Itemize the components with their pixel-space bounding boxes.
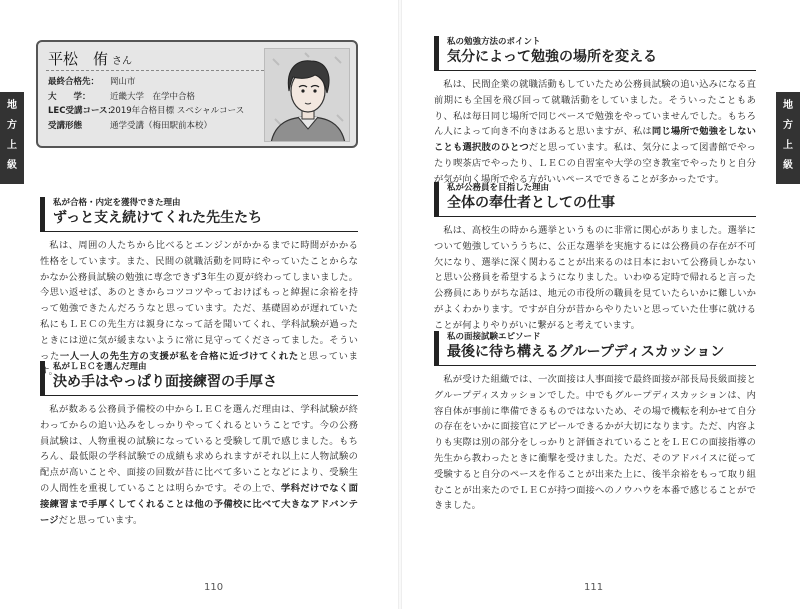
person-name: 平松 侑 [48,50,109,68]
profile-value: 2019年合格目標 スペシャルコース [110,106,245,116]
side-tab-char: 方 [7,120,17,131]
profile-key: LEC受講コース： [48,106,117,116]
page-number-left: 110 [204,582,224,593]
body-text: 私が数ある公務員予備校の中からＬＥＣを選んだ理由は、学科試験が終わってからの追い込みをしっかりやってくれるということです。今の公務員試験は、人物重視の試験になっていると受験して肌で感じました。もちろん、最低限の学科試験での成績も求められますがそれ以上に人物試験の配点が高いことや、面接の回数が昔に比べて多いことなどにより、受験生の人間性を重視していることは明らかです。その上で、 [40,404,358,494]
section-title: 気分によって勉強の場所を変える [434,48,756,71]
profile-key: 大 学： [48,91,91,102]
body-text-tail: だと思っています。私は、気分によって図書館でやったり喫茶店でやったり、ＬＥＣの自習室や大学の空き教室でやったりと自分が気が向く場所でやる方がいいペースでできることが多かったです。 [434,142,756,185]
section-body [434,77,756,188]
section-header [434,331,756,366]
section-label: 私が公務員を目指した理由 [434,182,756,194]
section-why-civil-servant [434,182,756,334]
side-tab-char: 地 [7,100,17,111]
profile-row [48,90,268,105]
section-header [434,182,756,217]
profile-details [48,75,268,133]
body-text: 私は、高校生の時から選挙というものに非常に関心がありました。選挙について勉強していううちに、公正な選挙を実施するには公務員の存在が不可欠になり、選挙に深く関わることが出来るのは日本において公務員しかないと思い公務員を希望するようになりました。いわゆる定時で帰れると言った公務員にありがちな話は、地元の市役所の職員を見ていたらいかに難しいかがよくわかります。ですが自分が昔からやりたいと思っていた仕事に就けることが何よりやりがいに繋がると考えています。 [434,225,756,331]
profile-row [48,119,268,134]
profile-row [48,104,268,119]
body-text-tail: と思っています。 [40,350,358,378]
avatar [264,48,350,142]
section-body [40,238,358,380]
section-reason-lec [40,361,358,528]
profile-row [48,75,268,90]
section-body [434,372,756,514]
profile-value: 通学受講（梅田駅前本校） [110,120,213,131]
profile-value: 近畿大学 在学中合格 [110,91,196,102]
section-title: 全体の奉仕者としての仕事 [434,194,756,217]
body-highlight: 一人一人の先生方の支援が私を合格に近づけてくれた [59,350,299,362]
section-title: ずっと支え続けてくれた先生たち [40,209,358,232]
section-title: 最後に待ち構えるグループディスカッション [434,343,756,366]
side-tab-char: 級 [7,160,17,171]
side-tab-char: 級 [783,160,793,171]
profile-value: 岡山市 [110,77,136,87]
body-text: 私は、周囲の人たちから比べるとエンジンがかかるまでに時間がかかる性格をしています。また、民間の就職活動を同時にやっていたことからなかなか公務員試験の勉強に専念できず3年生の夏が終わってしまいました。今思い返せば、あのときからコツコツやっておけばもっと綽握に余裕を持って勉強できたんだろうなと思っています。ただ、基礎固めが遅れていた私にもＬＥＣの先生方は親身になって話を聞いてくれ、学科試験が過ったときには逆に気が緩まないように常に見守ってくださってました。そういった [40,240,358,362]
section-body [40,402,358,528]
body-highlight: 同じ場所で勉強をしないことも選択肢のひとつ [434,126,756,154]
profile-card [36,40,358,148]
section-label: 私の面接試験エピソード [434,331,756,343]
profile-name [48,48,132,69]
side-tab-right [776,92,800,184]
section-label: 私の勉強方法のポイント [434,36,756,48]
section-study-method [434,36,756,188]
body-text-tail: だと思っています。 [58,514,143,526]
side-tab-left [0,92,24,184]
right-page [400,0,800,609]
section-body [434,223,756,334]
body-text: 私は、民間企業の就職活動もしていたため公務員試験の追い込みになる直前期にも全国を飛び回って就職活動をしていました。そういったこともあり、私は毎日同じ場所で同じペースで勉強をやっていませんでした。もちろん人によって向き不向きはあると思いますが、私は [434,79,756,138]
section-label: 私がＬＥＣを選んだ理由 [40,361,358,373]
section-reason-pass [40,197,358,380]
side-tab-char: 地 [783,100,793,111]
side-tab-char: 上 [7,140,17,151]
body-highlight: 学科だけでなく面接練習まで手厚くしてくれることは他の予備校に比べて大きなアドバンテージ [40,482,358,526]
side-tab-char: 方 [783,120,793,131]
profile-key: 受講形態 [48,120,83,131]
divider [46,70,264,71]
page-number-right: 111 [584,582,604,593]
person-illustration-icon [265,49,350,142]
section-title: 決め手はやっぱり面接練習の手厚さ [40,373,358,396]
name-suffix: さん [112,56,133,67]
profile-key: 最終合格先： [48,77,100,87]
section-header [40,361,358,396]
side-tab-char: 上 [783,140,793,151]
section-label: 私が合格・内定を獲得できた理由 [40,197,358,209]
section-header [40,197,358,232]
section-interview-episode [434,331,756,514]
body-text: 私が受けた組織では、一次面接は人事面接で最終面接が部長局長級面接とグループディスカッションでした。中でもグループディスカッションは、内容自体が事前に準備できるものではないため、その場で機転を利かせて自分の存在をいかに面接官にアピールできるかが大切になります。ただ、内容よりも実際は別の部分をしっかりと評価されていることをＬＥＣの面接指導の先生から教わったときに衝撃を受けました。ただ、そのアドバイスに従って受験すると自分のペースを作ることが出来た上に、後半余裕をもって取り組むことが出来たのでＬＥＣが持つ面接へのノウハウを本番で感じることができました。 [434,374,756,512]
section-header [434,36,756,71]
